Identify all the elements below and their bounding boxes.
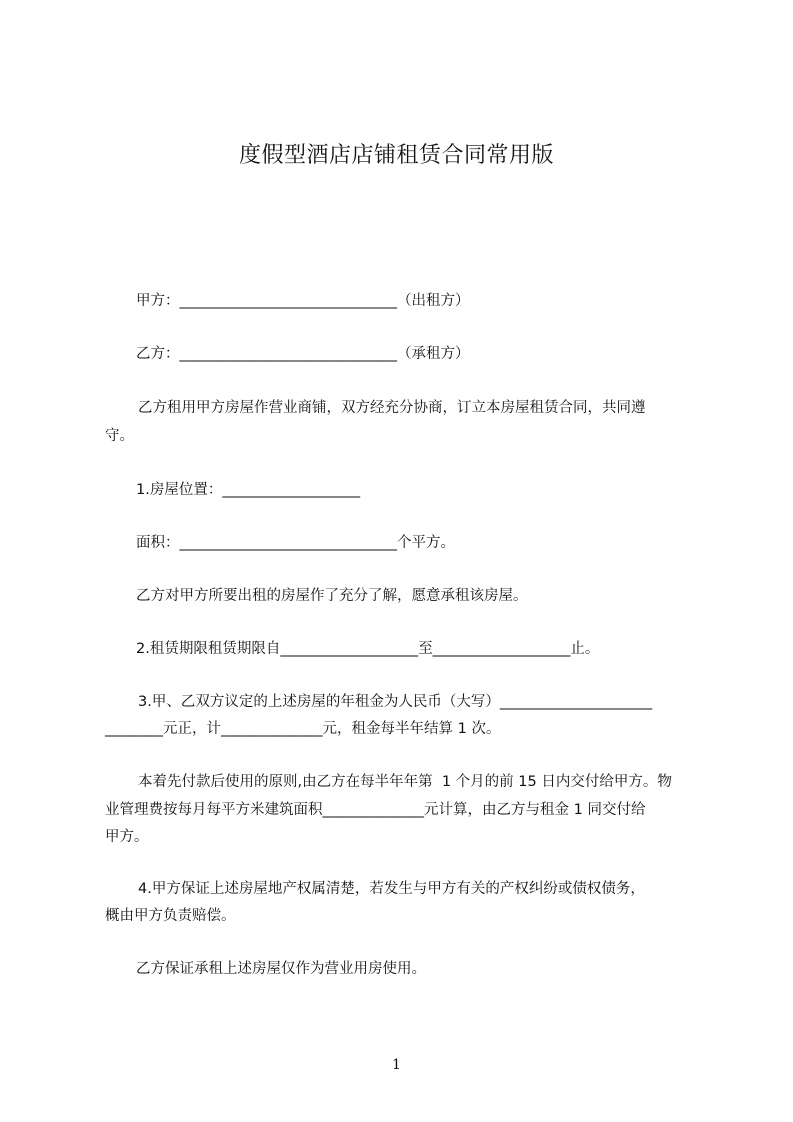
- clause-1-location: 1.房屋位置：___________________: [136, 482, 361, 498]
- document-title: 度假型酒店店铺租赁合同常用版: [238, 143, 554, 168]
- payment-paragraph-line-1: 本着先付款后使用的原则,由乙方在每半年年第 1 个月的前 15 日内交付给甲方。物: [138, 774, 672, 790]
- intro-paragraph-line-1: 乙方租用甲方房屋作营业商铺，双方经充分协商，订立本房屋租赁合同，共同遵: [138, 400, 646, 416]
- clause-1-area: 面积：______________________________个平方。: [136, 535, 455, 551]
- clause-4-line-2: 概由甲方负责赔偿。: [105, 908, 236, 924]
- clause-1-acknowledgement: 乙方对甲方所要出租的房屋作了充分了解，愿意承租该房屋。: [136, 588, 528, 604]
- clause-2-term: 2.租赁期限租赁期限自___________________至___________________止。: [136, 641, 600, 657]
- clause-3-line-1: 3.甲、乙双方议定的上述房屋的年租金为人民币（大写）_____________________: [138, 694, 653, 710]
- party-b-line: 乙方：______________________________（承租方）: [136, 346, 470, 362]
- page-number: 1: [392, 1057, 401, 1073]
- intro-paragraph-line-2: 守。: [105, 428, 134, 444]
- clause-4-line-1: 4.甲方保证上述房屋地产权属清楚，若发生与甲方有关的产权纠纷或债权债务，: [138, 881, 645, 897]
- clause-3-line-2: ________元正，计______________元，租金每半年结算 1 次。: [105, 721, 501, 737]
- payment-paragraph-line-2: 业管理费按每月每平方米建筑面积______________元计算，由乙方与租金 1 同交付给: [105, 802, 646, 818]
- usage-guarantee-line: 乙方保证承租上述房屋仅作为营业用房使用。: [136, 961, 426, 977]
- party-a-line: 甲方：______________________________（出租方）: [136, 293, 470, 309]
- payment-paragraph-line-3: 甲方。: [105, 829, 149, 845]
